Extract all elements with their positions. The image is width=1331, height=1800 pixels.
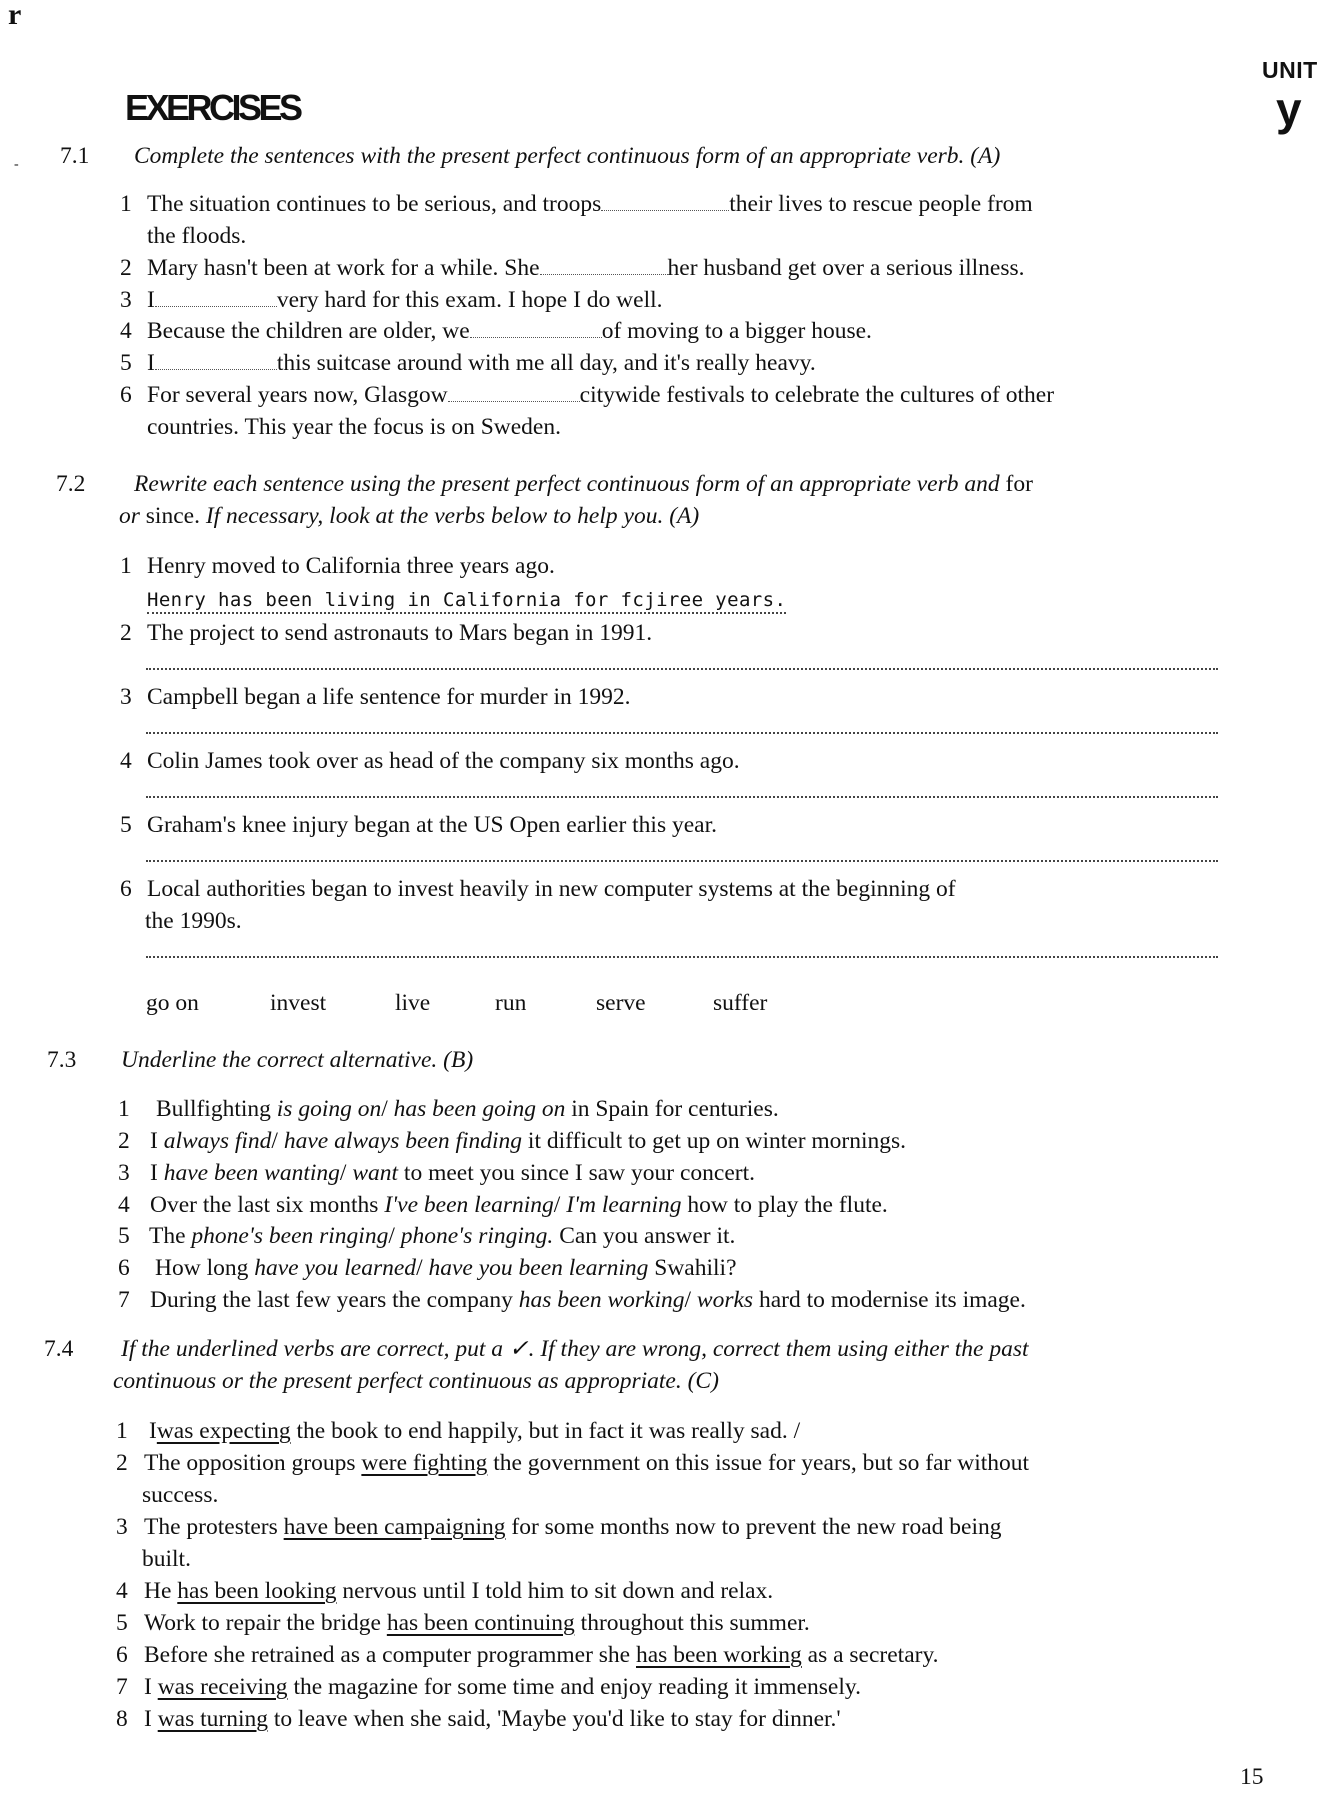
list-item bbox=[120, 348, 816, 378]
sentence-text: throughout this summer. bbox=[580, 1610, 810, 1636]
alternative-a[interactable]: always find bbox=[163, 1128, 272, 1154]
instruction-text: If necessary, look at the verbs below to help you. (A) bbox=[205, 503, 700, 529]
item-number: 7 bbox=[116, 1674, 128, 1700]
sentence-text: I bbox=[147, 350, 155, 376]
alternative-b[interactable]: works bbox=[696, 1287, 754, 1313]
answer-line[interactable] bbox=[146, 732, 1218, 734]
sentence-continuation: success. bbox=[142, 1482, 219, 1508]
list-item bbox=[120, 253, 1025, 283]
list-item bbox=[120, 189, 1033, 219]
sentence-text: of moving to a bigger house. bbox=[601, 318, 872, 344]
item-number: 1 bbox=[120, 191, 132, 217]
answer-line[interactable] bbox=[146, 668, 1218, 670]
item-number: 1 bbox=[120, 553, 132, 579]
answer-blank[interactable] bbox=[155, 288, 277, 307]
item-number: 4 bbox=[120, 748, 132, 774]
sentence-text: to meet you since I saw your concert. bbox=[403, 1160, 755, 1186]
underlined-verb[interactable]: has been looking bbox=[177, 1578, 337, 1604]
item-number: 5 bbox=[118, 1223, 130, 1249]
verb-option: live bbox=[395, 990, 431, 1016]
item-number: 8 bbox=[116, 1706, 128, 1732]
page-title: EXERCISES bbox=[125, 87, 300, 128]
sentence-text: it difficult to get up on winter mornings. bbox=[527, 1128, 907, 1154]
answer-line[interactable] bbox=[146, 956, 1218, 958]
list-item: 7 During the last few years the company has been working/ works hard to modernise its image. bbox=[118, 1287, 1026, 1313]
list-item bbox=[116, 1704, 841, 1734]
example-answer: Henry has been living in California for fcjiree years. bbox=[147, 589, 786, 614]
unit-label: UNIT bbox=[1262, 57, 1318, 83]
list-item: 5 The phone's been ringing/ phone's ringing. Can you answer it. bbox=[118, 1223, 736, 1249]
instruction-text: for bbox=[1005, 471, 1033, 497]
answer-line[interactable] bbox=[146, 860, 1218, 862]
sentence-text: I bbox=[147, 287, 155, 313]
sentence-text: nervous until I told him to sit down and relax. bbox=[342, 1578, 774, 1604]
sentence-text: the book to end happily, but in fact it was really sad. / bbox=[296, 1418, 801, 1444]
sentence-text: Work to repair the bridge bbox=[144, 1610, 381, 1636]
sentence-text: how to play the flute. bbox=[687, 1192, 888, 1218]
item-number: 3 bbox=[120, 287, 132, 313]
alternative-a[interactable]: I've been learning bbox=[384, 1192, 554, 1218]
list-item bbox=[120, 380, 1054, 410]
alternative-a[interactable]: have you learned bbox=[254, 1255, 417, 1281]
sentence-continuation: countries. This year the focus is on Sweden. bbox=[147, 414, 561, 440]
corner-mark: r bbox=[8, 0, 22, 31]
sentence-text: to leave when she said, 'Maybe you'd like to stay for dinner.' bbox=[273, 1706, 841, 1732]
list-item bbox=[116, 1640, 939, 1670]
list-item: 3 I have been wanting/ want to meet you since I saw your concert. bbox=[118, 1160, 755, 1186]
sentence-text: their lives to rescue people from bbox=[729, 191, 1033, 217]
page-number: 15 bbox=[1240, 1764, 1264, 1790]
underlined-verb[interactable]: was receiving bbox=[157, 1674, 288, 1700]
underlined-verb[interactable]: has been working bbox=[636, 1642, 802, 1668]
list-item bbox=[120, 746, 740, 776]
exercise-number: 7.1 bbox=[60, 143, 90, 169]
item-number: 5 bbox=[116, 1610, 128, 1636]
answer-blank[interactable] bbox=[470, 319, 602, 338]
underlined-verb[interactable]: was turning bbox=[157, 1706, 269, 1732]
alternative-a[interactable]: is going on bbox=[276, 1096, 382, 1122]
sentence-text: citywide festivals to celebrate the cultures of other bbox=[579, 382, 1055, 408]
list-item bbox=[116, 1672, 861, 1702]
sentence-text: Because the children are older, we bbox=[147, 318, 470, 344]
unit-number: y bbox=[1276, 83, 1302, 135]
list-item bbox=[116, 1608, 810, 1638]
alternative-a[interactable]: have been wanting bbox=[163, 1160, 340, 1186]
margin-mark: - bbox=[14, 157, 19, 172]
underlined-verb[interactable]: has been continuing bbox=[386, 1610, 575, 1636]
underlined-verb[interactable]: have been campaigning bbox=[283, 1514, 506, 1540]
item-number: 3 bbox=[118, 1160, 130, 1186]
alternative-b[interactable]: want bbox=[352, 1160, 399, 1186]
item-number: 6 bbox=[116, 1642, 128, 1668]
item-number: 5 bbox=[120, 350, 132, 376]
exercise-number: 7.3 bbox=[47, 1047, 77, 1073]
item-number: 5 bbox=[120, 812, 132, 838]
sentence-text: Graham's knee injury began at the US Open earlier this year. bbox=[147, 812, 718, 838]
sentence-text: hard to modernise its image. bbox=[758, 1287, 1026, 1313]
list-item: 4 Over the last six months I've been learning/ I'm learning how to play the flute. bbox=[118, 1192, 888, 1218]
exercise-instruction: continuous or the present perfect continuous as appropriate. (C) bbox=[113, 1368, 719, 1394]
list-item bbox=[120, 316, 872, 346]
sentence-text: Can you answer it. bbox=[559, 1223, 736, 1249]
item-number: 6 bbox=[120, 876, 132, 902]
sentence-text: I bbox=[150, 1160, 158, 1186]
sentence-text: for some months now to prevent the new road being bbox=[511, 1514, 1002, 1540]
item-number: 7 bbox=[118, 1287, 130, 1313]
sentence-text: Bullfighting bbox=[156, 1096, 271, 1122]
verb-option: invest bbox=[270, 990, 327, 1016]
sentence-text: Local authorities began to invest heavily in new computer systems at the beginning of bbox=[147, 876, 956, 902]
item-number: 3 bbox=[120, 684, 132, 710]
sentence-text: The protesters bbox=[144, 1514, 278, 1540]
sentence-text: The project to send astronauts to Mars began in 1991. bbox=[147, 620, 653, 646]
item-number: 2 bbox=[118, 1128, 130, 1154]
sentence-text: The situation continues to be serious, and troops bbox=[147, 191, 602, 217]
exercise-number: 7.4 bbox=[44, 1336, 74, 1362]
sentence-text: very hard for this exam. I hope I do well. bbox=[276, 287, 663, 313]
sentence-text: in Spain for centuries. bbox=[571, 1096, 779, 1122]
sentence-text: He bbox=[144, 1578, 172, 1604]
handwritten-answer bbox=[147, 584, 786, 615]
sentence-text: I bbox=[144, 1706, 152, 1732]
list-item bbox=[116, 1512, 1002, 1542]
verb-option: suffer bbox=[713, 990, 768, 1016]
answer-blank[interactable] bbox=[601, 192, 729, 211]
sentence-text: For several years now, Glasgow bbox=[147, 382, 448, 408]
sentence-text: How long bbox=[155, 1255, 249, 1281]
sentence-text: Campbell began a life sentence for murder in 1992. bbox=[147, 684, 631, 710]
underlined-verb[interactable]: was expecting bbox=[156, 1418, 291, 1444]
exercise-instruction: Complete the sentences with the present perfect continuous form of an appropriate verb. (A) bbox=[134, 143, 1001, 169]
list-item bbox=[120, 285, 663, 315]
sentence-text: the magazine for some time and enjoy reading it immensely. bbox=[293, 1674, 861, 1700]
item-number: 1 bbox=[116, 1418, 128, 1444]
list-item bbox=[120, 551, 555, 581]
exercise-number: 7.2 bbox=[56, 471, 86, 497]
alternative-b[interactable]: have you been learning bbox=[428, 1255, 649, 1281]
item-number: 4 bbox=[116, 1578, 128, 1604]
sentence-text: her husband get over a serious illness. bbox=[667, 255, 1025, 281]
alternative-b[interactable]: I'm learning bbox=[566, 1192, 682, 1218]
sentence-text: as a secretary. bbox=[807, 1642, 939, 1668]
sentence-text: The opposition groups bbox=[144, 1450, 356, 1476]
item-number: 1 bbox=[118, 1096, 130, 1122]
list-item: 2 I always find/ have always been finding it difficult to get up on winter mornings. bbox=[118, 1128, 907, 1154]
list-item: 6 How long have you learned/ have you been learning Swahili? bbox=[118, 1255, 737, 1281]
alternative-b[interactable]: phone's ringing. bbox=[400, 1223, 554, 1249]
item-number: 6 bbox=[120, 382, 132, 408]
verb-option: run bbox=[495, 990, 527, 1016]
answer-blank[interactable] bbox=[540, 256, 668, 275]
sentence-text: the government on this issue for years, but so far without bbox=[493, 1450, 1030, 1476]
sentence-continuation: built. bbox=[142, 1546, 191, 1572]
sentence-text: I bbox=[149, 1418, 157, 1444]
underlined-verb[interactable]: were fighting bbox=[361, 1450, 488, 1476]
verb-option: serve bbox=[596, 990, 646, 1016]
sentence-text: this suitcase around with me all day, and it's really heavy. bbox=[276, 350, 816, 376]
instruction-text: or bbox=[119, 503, 140, 529]
list-item bbox=[116, 1416, 800, 1446]
sentence-text: I bbox=[144, 1674, 152, 1700]
list-item bbox=[120, 810, 717, 840]
list-item bbox=[120, 682, 631, 712]
exercise-instruction: If the underlined verbs are correct, put a ✓. If they are wrong, correct them using either the past bbox=[121, 1336, 1029, 1362]
sentence-text: Before she retrained as a computer programmer she bbox=[144, 1642, 631, 1668]
list-item bbox=[120, 874, 956, 904]
exercise-instruction bbox=[119, 501, 699, 531]
sentence-text: Colin James took over as head of the company six months ago. bbox=[147, 748, 740, 774]
sentence-text: During the last few years the company bbox=[150, 1287, 513, 1313]
list-item bbox=[120, 618, 652, 648]
answer-blank[interactable] bbox=[155, 351, 277, 370]
item-number: 2 bbox=[116, 1450, 128, 1476]
list-item: 1 Bullfighting is going on/ has been going on in Spain for centuries. bbox=[118, 1096, 779, 1122]
sentence-text: Henry moved to California three years ago. bbox=[147, 553, 555, 579]
exercise-instruction bbox=[134, 469, 1033, 499]
verb-option: go on bbox=[146, 990, 199, 1016]
sentence-text: Over the last six months bbox=[150, 1192, 379, 1218]
sentence-text: Swahili? bbox=[654, 1255, 737, 1281]
alternative-a[interactable]: phone's been ringing bbox=[191, 1223, 389, 1249]
item-number: 2 bbox=[120, 620, 132, 646]
sentence-continuation: the 1990s. bbox=[145, 908, 242, 934]
list-item bbox=[116, 1576, 773, 1606]
instruction-text: since. bbox=[145, 503, 200, 529]
item-number: 2 bbox=[120, 255, 132, 281]
item-number: 3 bbox=[116, 1514, 128, 1540]
sentence-text: Mary hasn't been at work for a while. She bbox=[147, 255, 540, 281]
exercise-instruction: Underline the correct alternative. (B) bbox=[121, 1047, 474, 1073]
item-number: 6 bbox=[118, 1255, 130, 1281]
item-number: 4 bbox=[120, 318, 132, 344]
answer-line[interactable] bbox=[146, 796, 1218, 798]
alternative-b[interactable]: has been going on bbox=[393, 1096, 566, 1122]
answer-blank[interactable] bbox=[448, 383, 580, 402]
instruction-text: Rewrite each sentence using the present perfect continuous form of an appropriate verb and bbox=[134, 471, 1000, 497]
list-item bbox=[116, 1448, 1029, 1478]
item-number: 4 bbox=[118, 1192, 130, 1218]
sentence-text: I bbox=[150, 1128, 158, 1154]
sentence-text: The bbox=[149, 1223, 186, 1249]
alternative-a[interactable]: has been working bbox=[518, 1287, 685, 1313]
sentence-continuation: the floods. bbox=[147, 223, 247, 249]
alternative-b[interactable]: have always been finding bbox=[283, 1128, 523, 1154]
